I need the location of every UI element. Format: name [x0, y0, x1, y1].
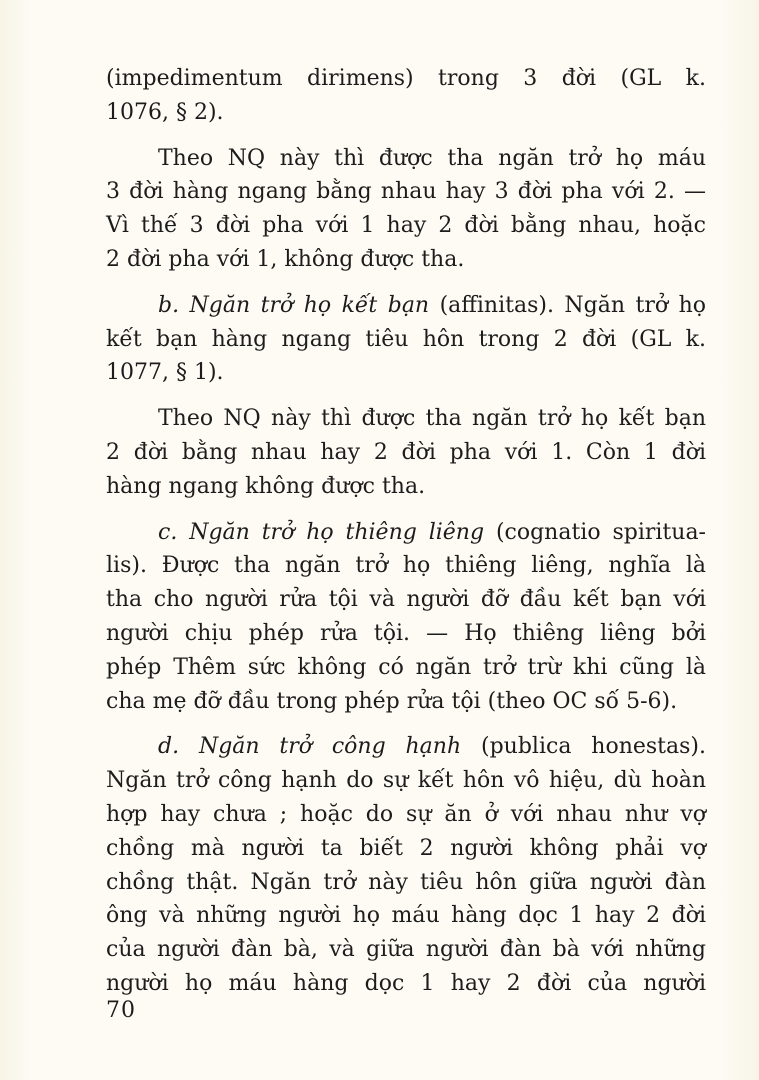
text-line: (impedimentum dirimens) trong 3 đời (GL k.: [106, 66, 706, 91]
page-number: 70: [106, 998, 136, 1023]
text-line: 2 đời pha với 1, không được tha.: [106, 246, 465, 272]
text-line: của người đàn bà, và giữa người đàn bà với những: [106, 937, 706, 963]
text-line: b. Ngăn trở họ kết bạn (affinitas). Ngăn trở họ: [158, 292, 706, 318]
text-line: cha mẹ đỡ đầu trong phép rửa tội (theo OC số 5-6).: [106, 688, 678, 714]
section-label: d.: [158, 734, 180, 760]
section-label: b.: [158, 292, 180, 318]
section-label: c.: [158, 519, 178, 545]
text-line: Theo NQ này thì được tha ngăn trở họ kết bạn: [158, 406, 706, 432]
text-line: Ngăn trở công hạnh do sự kết hôn vô hiệu, dù hoàn: [106, 768, 706, 794]
section-heading: Ngăn trở công hạnh: [198, 734, 462, 760]
text-line: 1076, § 2).: [106, 99, 224, 125]
section-b-affinitas: [106, 289, 706, 390]
text-line: người chịu phép rửa tội. — Họ thiêng liêng bởi: [106, 620, 706, 646]
text-line: d. Ngăn trở công hạnh (publica honestas).: [158, 734, 706, 760]
text-line: người họ máu hàng dọc 1 hay 2 đời của người: [106, 970, 706, 996]
paragraph-continuation: [106, 62, 706, 130]
text-line: phép Thêm sức không có ngăn trở trừ khi cũng là: [106, 654, 706, 680]
paragraph-theo-nq-2: [106, 402, 706, 503]
section-c-cognatio-spiritualis: [106, 516, 706, 719]
paragraph-theo-nq-1: [106, 142, 706, 277]
text-line: tha cho người rửa tội và người đỡ đầu kết bạn với: [106, 587, 706, 613]
text-line: hàng ngang không được tha.: [106, 473, 426, 499]
text-line: chồng thật. Ngăn trở này tiêu hôn giữa người đàn: [106, 869, 706, 895]
text-line: Theo NQ này thì được tha ngăn trở họ máu: [158, 145, 706, 171]
text-line: ông và những người họ máu hàng dọc 1 hay 2 đời: [106, 903, 706, 929]
text-line: 2 đời bằng nhau hay 2 đời pha với 1. Còn 1 đời: [106, 439, 706, 465]
text-line: lis). Được tha ngăn trở họ thiêng liêng, nghĩa là: [106, 553, 706, 579]
section-heading: Ngăn trở họ kết bạn: [189, 292, 430, 318]
text-line: Vì thế 3 đời pha với 1 hay 2 đời bằng nhau, hoặc: [106, 213, 706, 239]
section-heading: Ngăn trở họ thiêng liêng: [189, 519, 485, 545]
text-line: c. Ngăn trở họ thiêng liêng (cognatio spiritua-: [158, 519, 706, 545]
body-text: [106, 62, 706, 1001]
text-line: kết bạn hàng ngang tiêu hôn trong 2 đời (GL k.: [106, 326, 706, 352]
section-d-publica-honestas: [106, 730, 706, 1000]
text-line: hợp hay chưa ; hoặc do sự ăn ở với nhau như vợ: [106, 801, 706, 827]
text-line: 1077, § 1).: [106, 360, 224, 386]
text-line: chồng mà người ta biết 2 người không phải vợ: [106, 835, 706, 861]
text-line: 3 đời hàng ngang bằng nhau hay 3 đời pha với 2. —: [106, 179, 706, 205]
